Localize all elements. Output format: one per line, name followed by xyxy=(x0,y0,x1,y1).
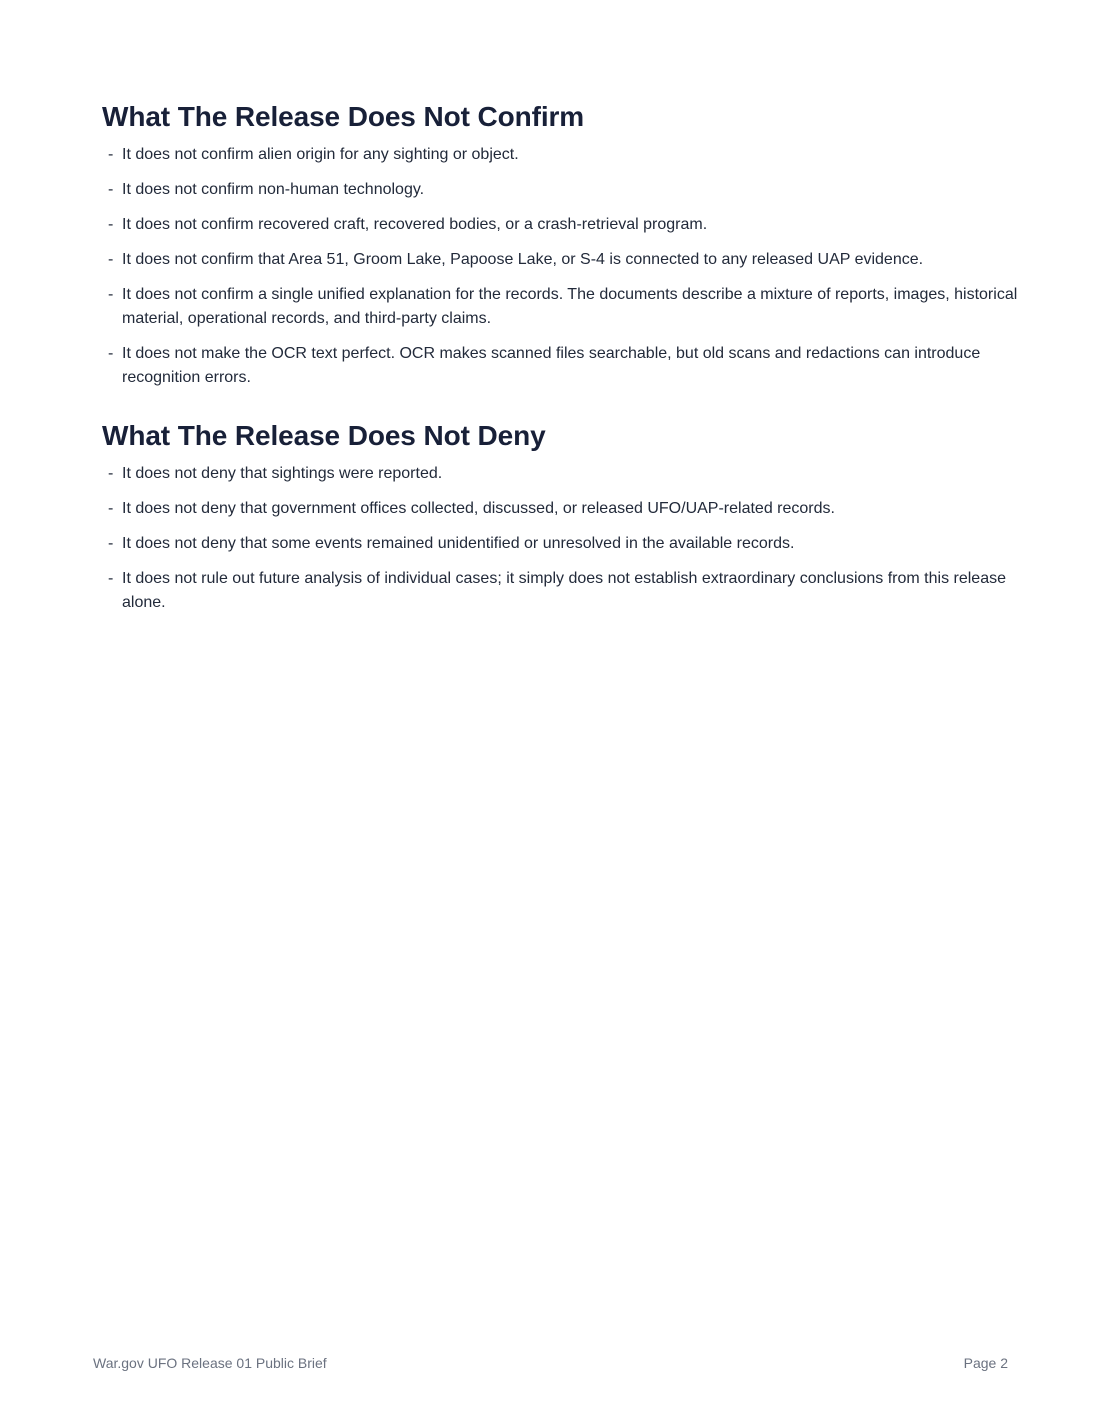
bullet-marker: - xyxy=(108,500,114,517)
list-item-text: It does not confirm recovered craft, recovered bodies, or a crash-retrieval program. xyxy=(122,216,708,233)
list-item xyxy=(102,532,1022,556)
list-item-text: It does not deny that sightings were reported. xyxy=(122,465,443,482)
bullet-marker: - xyxy=(108,345,114,362)
bullet-list xyxy=(102,143,1022,390)
list-item xyxy=(102,178,1022,202)
list-item-text: It does not confirm alien origin for any sighting or object. xyxy=(122,146,519,163)
bullet-marker: - xyxy=(108,535,114,552)
bullet-list xyxy=(102,462,1022,615)
section-heading: What The Release Does Not Deny xyxy=(102,420,546,451)
footer-page-number: Page 2 xyxy=(963,1355,1008,1371)
bullet-marker: - xyxy=(108,286,114,303)
list-item-text: It does not deny that government offices collected, discussed, or released UFO/UAP-related records. xyxy=(122,500,835,517)
list-item-text: It does not make the OCR text perfect. OCR makes scanned files searchable, but old scans and redactions can introduce recognition errors. xyxy=(122,345,981,386)
list-item xyxy=(102,283,1022,331)
list-item-text: It does not confirm non-human technology. xyxy=(122,181,425,198)
list-item xyxy=(102,213,1022,237)
bullet-marker: - xyxy=(108,465,114,482)
list-item-text: It does not confirm that Area 51, Groom Lake, Papoose Lake, or S-4 is connected to any released UAP evidence. xyxy=(122,251,924,268)
list-item xyxy=(102,497,1022,521)
section-not-confirm xyxy=(102,99,1022,401)
list-item-text: It does not confirm a single unified explanation for the records. The documents describe a mixture of reports, images, historical material, operational records, and third-party claims. xyxy=(122,286,1018,327)
section-not-deny xyxy=(102,418,1022,626)
list-item xyxy=(102,462,1022,486)
list-item xyxy=(102,567,1022,615)
list-item xyxy=(102,248,1022,272)
list-item-text: It does not rule out future analysis of individual cases; it simply does not establish extraordinary conclusions from this release alone. xyxy=(122,570,1006,611)
footer-document-title: War.gov UFO Release 01 Public Brief xyxy=(93,1355,327,1371)
bullet-marker: - xyxy=(108,181,114,198)
bullet-marker: - xyxy=(108,216,114,233)
bullet-marker: - xyxy=(108,251,114,268)
list-item-text: It does not deny that some events remained unidentified or unresolved in the available records. xyxy=(122,535,795,552)
bullet-marker: - xyxy=(108,570,114,587)
list-item xyxy=(102,143,1022,167)
bullet-marker: - xyxy=(108,146,114,163)
list-item xyxy=(102,342,1022,390)
section-heading: What The Release Does Not Confirm xyxy=(102,101,585,132)
